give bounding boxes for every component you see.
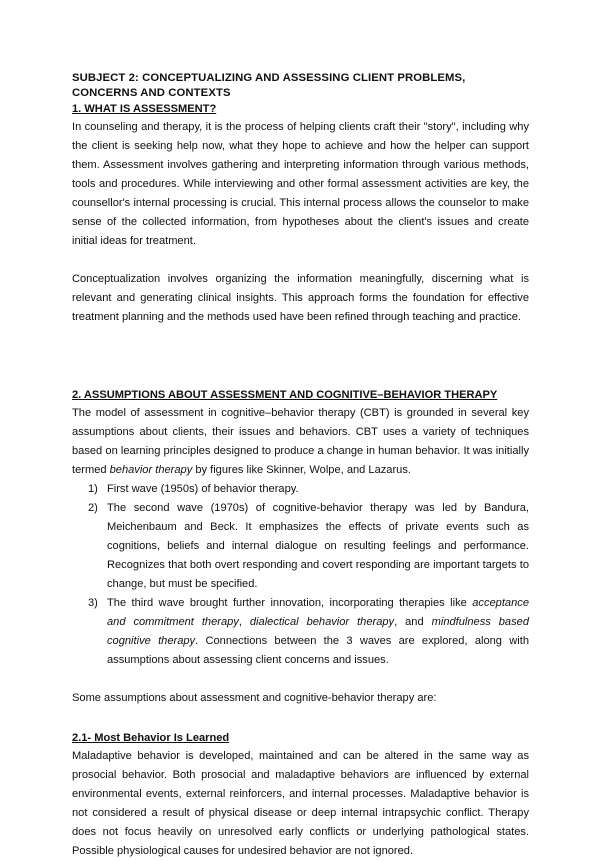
emphasis-act: acceptance and commitment therapy bbox=[107, 597, 529, 628]
spacer bbox=[72, 251, 529, 270]
list-number: 2) bbox=[88, 502, 98, 514]
list-number: 1) bbox=[88, 483, 98, 495]
list-item-text: The second wave (1970s) of cognitive-behavior therapy was led by Bandura, Meichenbaum and Beck. It emphasizes the effects of private events such as cognitions, beliefs and internal dialogue on resulting feelings and performance. Recognizes that both overt responding and covert responding are important targets to change, but must be specified. bbox=[107, 502, 529, 590]
section-2-1-heading: 2.1- Most Behavior Is Learned bbox=[72, 732, 230, 744]
list-item-text bbox=[107, 597, 529, 666]
text-run: The third wave brought further innovation, incorporating therapies like bbox=[107, 597, 473, 609]
list-item-text: First wave (1950s) of behavior therapy. bbox=[107, 483, 299, 495]
text-run: , and bbox=[394, 616, 432, 628]
spacer bbox=[72, 327, 529, 365]
intro-emphasis: behavior therapy bbox=[109, 464, 193, 476]
section-2-1-paragraph: Maladaptive behavior is developed, maintained and can be altered in the same way as prosocial behavior. Both prosocial and maladaptive behaviors are influenced by external environmental events, external reinforcers, and internal processes. Maladaptive behavior is not considered a result of physical disease or deep internal intrapsychic conflict. Therapy does not focus heavily on unresolved early conflicts or underlying pathological states. Possible physiological causes for undesired behavior are not ignored. bbox=[72, 750, 529, 857]
emphasis-dbt: dialectical behavior therapy bbox=[249, 616, 395, 628]
list-number: 3) bbox=[88, 597, 98, 609]
section-1-paragraph-2: Conceptualization involves organizing the information meaningfully, discerning what is relevant and generating clinical insights. This approach forms the foundation for effective treatment planning and the methods used have been refined through teaching and practice. bbox=[72, 273, 529, 323]
section-1-paragraph-1: In counseling and therapy, it is the process of helping clients craft their "story", including why the client is seeking help now, what they hope to achieve and how the helper can support them. Assessment involves gathering and interpreting information through various methods, tools and procedures. While interviewing and other formal assessment activities are key, the counsellor's internal processing is crucial. This internal process allows the counselor to make sense of the collected information, from hypotheses about the client's issues and create initial ideas for treatment. bbox=[72, 121, 529, 247]
waves-list bbox=[72, 480, 529, 670]
intro-text: The model of assessment in cognitive–behavior therapy (CBT) is grounded in several key assumptions about clients, their issues and behaviors. CBT uses a variety of techniques based on learning principles designed to produce a change in human behavior. It was initially termed bbox=[72, 407, 529, 476]
section-2-closing: Some assumptions about assessment and cognitive-behavior therapy are: bbox=[72, 692, 437, 704]
section-2-intro bbox=[72, 404, 529, 480]
spacer bbox=[72, 670, 529, 689]
section-1-heading: 1. WHAT IS ASSESSMENT? bbox=[72, 103, 217, 115]
document-page bbox=[72, 71, 529, 861]
list-item bbox=[72, 480, 529, 499]
list-item bbox=[72, 499, 529, 594]
text-run: . Connections between the 3 waves are explored, along with assumptions about assessing client concerns and issues. bbox=[107, 635, 529, 666]
list-item bbox=[72, 594, 529, 670]
document-title: SUBJECT 2: CONCEPTUALIZING AND ASSESSING CLIENT PROBLEMS, CONCERNS AND CONTEXTS bbox=[72, 72, 466, 99]
section-2-heading: 2. ASSUMPTIONS ABOUT ASSESSMENT AND COGNITIVE–BEHAVIOR THERAPY bbox=[72, 389, 498, 401]
emphasis-mbct: mindfulness based cognitive therapy bbox=[107, 616, 529, 647]
text-run: , bbox=[238, 616, 250, 628]
intro-text-end: by figures like Skinner, Wolpe, and Lazarus. bbox=[192, 464, 411, 476]
